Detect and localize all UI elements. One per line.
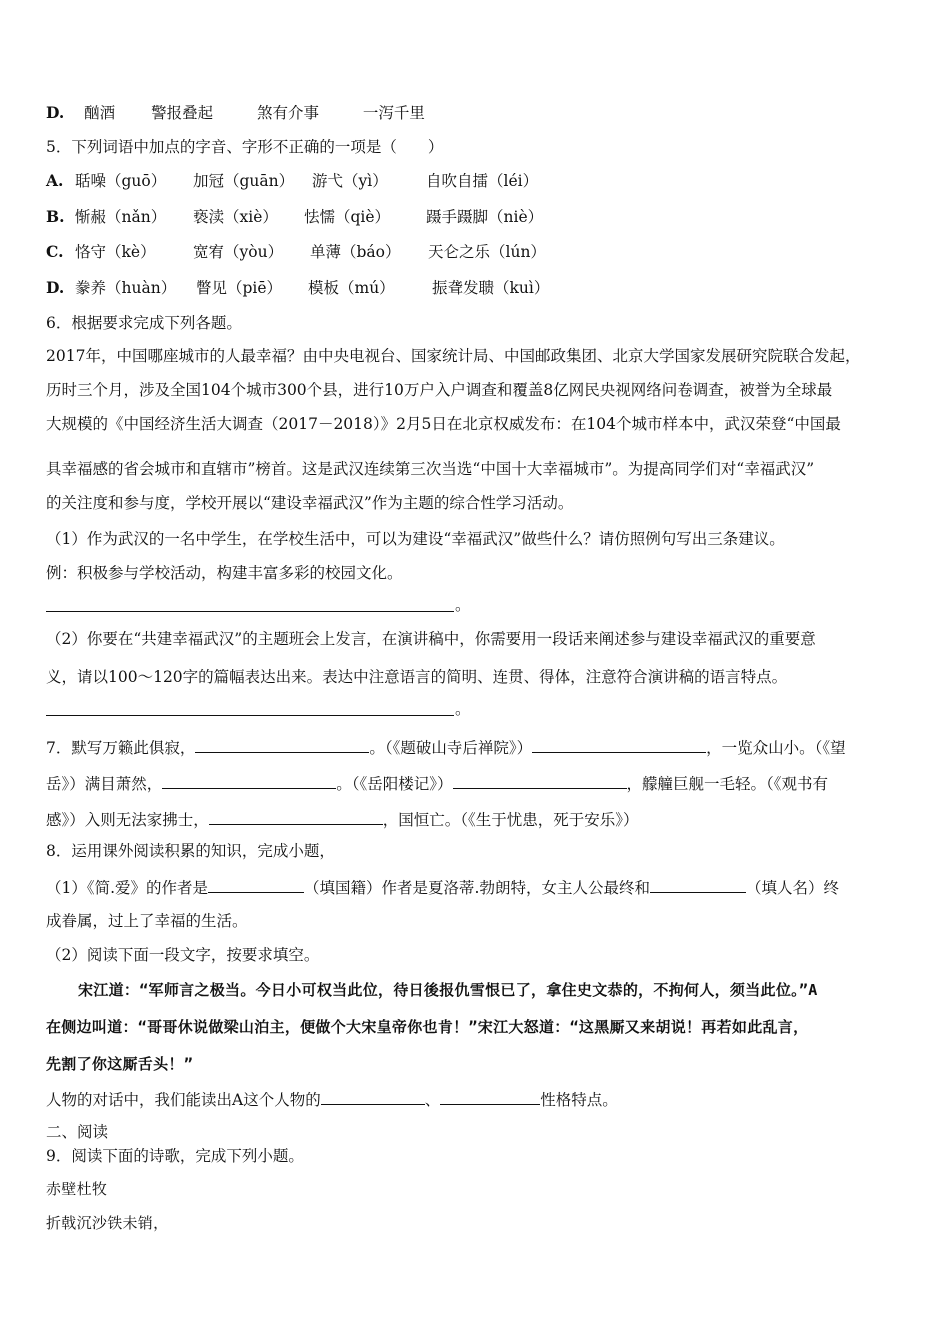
poem-line: 折戟沉沙铁未销， bbox=[46, 1214, 169, 1232]
section-title: 二、阅读 bbox=[46, 1123, 109, 1141]
q8-quote-line: 宋江道：“军师言之极当。今日小可权当此位，待日後报仇雪恨已了，拿住史文恭的，不拘何人，须当此位。”A bbox=[78, 981, 818, 999]
q7-text: 感》）入则无法家拂士， bbox=[46, 811, 209, 829]
q6-paragraph-line: 的关注度和参与度，学校开展以“建设幸福武汉”作为主题的综合性学习活动。 bbox=[46, 494, 574, 512]
answer-blank[interactable] bbox=[46, 714, 454, 716]
option-item: 模板（mú） bbox=[308, 279, 395, 297]
option-label: D. bbox=[46, 103, 65, 122]
answer-blank[interactable] bbox=[46, 610, 454, 612]
q8-text: 性格特点。 bbox=[540, 1091, 618, 1109]
answer-blank[interactable] bbox=[208, 874, 304, 893]
q5-option-a bbox=[46, 170, 539, 192]
q8-text: （填国籍）作者是夏洛蒂.勃朗特，女主人公最终和 bbox=[304, 879, 650, 897]
option-item: 酗酒 bbox=[84, 104, 116, 122]
q8-text: 人物的对话中，我们能读出A这个人物的 bbox=[46, 1091, 321, 1109]
q5-option-d bbox=[46, 277, 550, 299]
option-item: 单薄（báo） bbox=[310, 243, 401, 261]
q6-paragraph-line: 2017年，中国哪座城市的人最幸福？由中央电视台、国家统计局、中国邮政集团、北京大学国家发展研究院联合发起， bbox=[46, 347, 861, 365]
option-item: 蹑手蹑脚（niè） bbox=[426, 208, 544, 226]
option-item: 天仑之乐（lún） bbox=[428, 243, 546, 261]
q5-option-b bbox=[46, 206, 544, 228]
option-item: 煞有介事 bbox=[256, 104, 319, 122]
option-item: 惭赧（nǎn） bbox=[75, 208, 167, 226]
option-item: 怯懦（qiè） bbox=[304, 208, 391, 226]
q8-sub2: （2）阅读下面一段文字，按要求填空。 bbox=[46, 946, 320, 964]
q8-answer bbox=[46, 1086, 618, 1111]
q6-sub1: （1）作为武汉的一名中学生，在学校生活中，可以为建设“幸福武汉”做些什么？请仿照例句写出三条建议。 bbox=[46, 530, 785, 548]
q6-title: 6．根据要求完成下列各题。 bbox=[46, 314, 242, 332]
answer-blank[interactable] bbox=[453, 770, 627, 789]
q7-text: 岳》）满目萧然， bbox=[46, 775, 163, 793]
q7-text: 。（《岳阳楼记》） bbox=[336, 775, 453, 793]
option-item: 振聋发聩（kuì） bbox=[432, 279, 550, 297]
answer-blank[interactable] bbox=[195, 734, 369, 753]
option-label: B. bbox=[46, 207, 65, 226]
q8-text: 、 bbox=[424, 1091, 441, 1109]
answer-blank[interactable] bbox=[162, 770, 336, 789]
option-item: 瞥见（piē） bbox=[196, 279, 283, 297]
q6-paragraph-line: 大规模的《中国经济生活大调查（2017－2018）》2月5日在北京权威发布：在104个城市样本中，武汉荣登“中国最 bbox=[46, 415, 841, 433]
q6-sub2-line1: （2）你要在“共建幸福武汉”的主题班会上发言，在演讲稿中，你需要用一段话来阐述参与建设幸福武汉的重要意 bbox=[46, 630, 816, 648]
blank-period: 。 bbox=[455, 596, 471, 614]
q7-line1 bbox=[46, 734, 846, 759]
answer-blank[interactable] bbox=[321, 1086, 425, 1105]
option-label: A. bbox=[46, 171, 64, 190]
q7-text: ，一览众山小。（《望 bbox=[706, 739, 846, 757]
option-item: 警报叠起 bbox=[151, 104, 214, 122]
q5-title: 5．下列词语中加点的字音、字形不正确的一项是（ ） bbox=[46, 138, 444, 156]
q5-option-c bbox=[46, 241, 546, 263]
answer-blank[interactable] bbox=[209, 806, 383, 825]
option-item: 亵渎（xiè） bbox=[193, 208, 278, 226]
q6-paragraph-line: 历时三个月，涉及全国104个城市300个县，进行10万户入户调查和覆盖8亿网民央视网络问卷调查，被誉为全球最 bbox=[46, 381, 833, 399]
q8-quote-line: 先割了你这厮舌头！” bbox=[46, 1055, 194, 1073]
option-item: 聒噪（guō） bbox=[75, 172, 167, 190]
q8-sub1 bbox=[46, 874, 839, 899]
q7-text: 。（《题破山寺后禅院》） bbox=[369, 739, 533, 757]
q8-title: 8．运用课外阅读积累的知识，完成小题， bbox=[46, 842, 335, 860]
q6-sub2-line2: 义，请以100～120字的篇幅表达出来。表达中注意语言的简明、连贯、得体，注意符合演讲稿的语言特点。 bbox=[46, 668, 788, 686]
q7-line2 bbox=[46, 770, 828, 795]
q8-text: （1）《简.爱》的作者是 bbox=[46, 879, 209, 897]
q7-text: 7．默写万籁此俱寂， bbox=[46, 739, 196, 757]
option-item: 加冠（guān） bbox=[193, 172, 295, 190]
q6-paragraph-line: 具幸福感的省会城市和直辖市”榜首。这是武汉连续第三次当选“中国十大幸福城市”。为提高同学们对“幸福武汉” bbox=[46, 460, 815, 478]
option-item: 自吹自擂（léi） bbox=[426, 172, 539, 190]
option-item: 恪守（kè） bbox=[75, 243, 156, 261]
q8-text: （填人名）终 bbox=[745, 879, 839, 897]
option-item: 一泻千里 bbox=[362, 104, 425, 122]
q4-option-d bbox=[46, 102, 425, 124]
q9-title: 9．阅读下面的诗歌，完成下列小题。 bbox=[46, 1147, 304, 1165]
q7-text: ，国恒亡。（《生于忧患，死于安乐》） bbox=[382, 811, 639, 829]
option-item: 宽宥（yòu） bbox=[193, 243, 284, 261]
option-item: 豢养（huàn） bbox=[75, 279, 177, 297]
option-item: 游弋（yì） bbox=[312, 172, 388, 190]
answer-blank[interactable] bbox=[650, 874, 746, 893]
blank-period: 。 bbox=[455, 700, 471, 718]
q6-example: 例：积极参与学校活动，构建丰富多彩的校园文化。 bbox=[46, 564, 403, 582]
option-label: C. bbox=[46, 242, 64, 261]
q8-quote-line: 在侧边叫道：“哥哥休说做梁山泊主，便做个大宋皇帝你也肯！”宋江大怒道：“这黑厮又来胡说！再若如此乱言， bbox=[46, 1018, 809, 1036]
q7-text: ，艨艟巨舰一毛轻。（《观书有 bbox=[626, 775, 829, 793]
poem-title: 赤壁杜牧 bbox=[46, 1180, 108, 1198]
q7-line3 bbox=[46, 806, 639, 831]
option-label: D. bbox=[46, 278, 65, 297]
answer-blank[interactable] bbox=[532, 734, 706, 753]
q8-sub1-cont: 成眷属，过上了幸福的生活。 bbox=[46, 912, 248, 930]
answer-blank[interactable] bbox=[440, 1086, 540, 1105]
